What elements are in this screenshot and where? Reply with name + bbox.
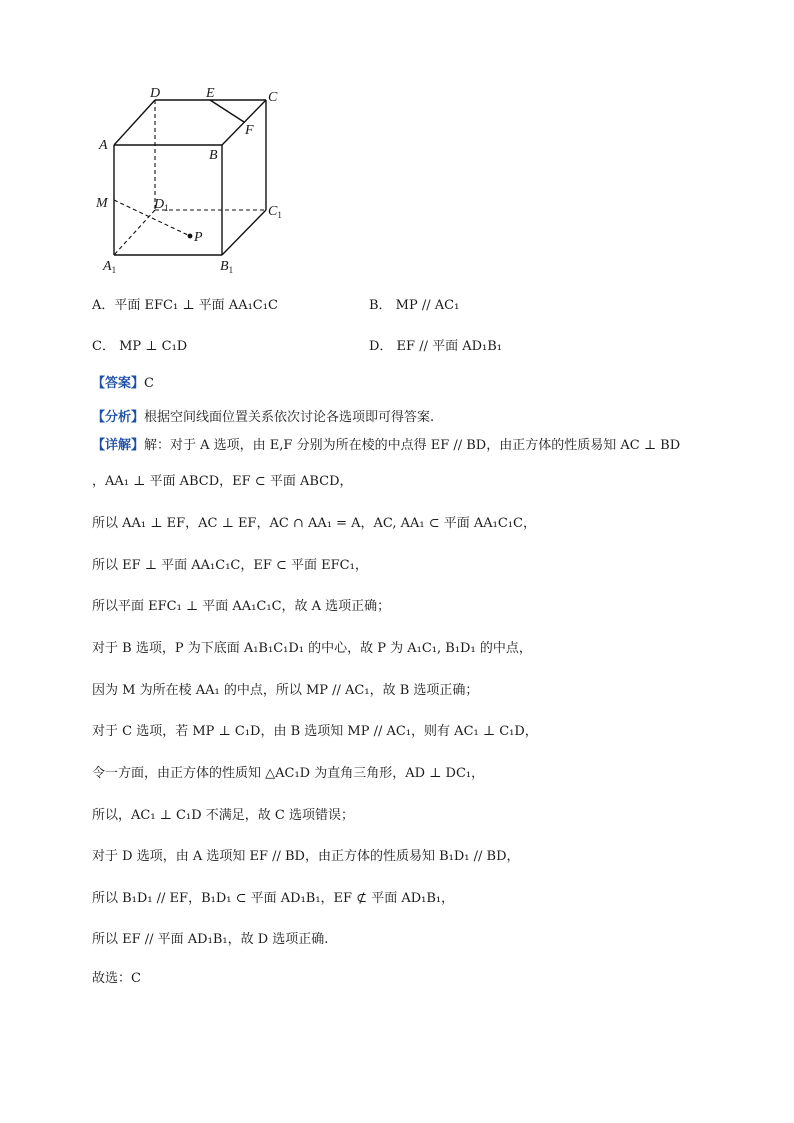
label-D1: $D_1$ [154, 197, 169, 213]
detail-line-10: 对于 D 选项，由 A 选项知 EF // BD，由正方体的性质易知 B₁D₁ // BD， [92, 849, 520, 864]
label-B: B [209, 148, 218, 163]
label-P: P [194, 230, 203, 245]
detail-line-9: 所以，AC₁ ⊥ C₁D 不满足，故 C 选项错误； [92, 808, 354, 823]
detail-line-2: 所以 AA₁ ⊥ EF，AC ⊥ EF，AC ∩ AA₁ = A，AC, AA₁ ⊂ 平面 AA₁C₁C， [92, 516, 536, 531]
detail-line-13: 故选：C [92, 971, 141, 986]
label-C: C [268, 90, 278, 105]
label-A: A [99, 138, 108, 153]
answer-tag: 【答案】 [92, 376, 145, 391]
detail-text-0: 解：对于 A 选项，由 E,F 分别为所在棱的中点得 EF // BD，由正方体的性质易知 AC ⊥ BD [144, 438, 681, 453]
detail-line-11: 所以 B₁D₁ // EF，B₁D₁ ⊂ 平面 AD₁B₁，EF ⊄ 平面 AD₁B₁， [92, 891, 455, 906]
option-d: D． EF // 平面 AD₁B₁ [369, 339, 503, 354]
label-B1: $B_1$ [220, 259, 234, 275]
label-C1: $C_1$ [268, 204, 282, 220]
analysis-tag: 【分析】 [92, 410, 145, 425]
edge-CB [222, 100, 266, 145]
detail-line-5: 对于 B 选项，P 为下底面 A₁B₁C₁D₁ 的中心，故 P 为 A₁C₁, B₁D₁ 的中点， [92, 641, 532, 656]
label-E: E [206, 86, 215, 101]
segment-EF [210, 100, 244, 122]
detail-line-12: 所以 EF // 平面 AD₁B₁，故 D 选项正确. [92, 932, 329, 947]
edge-AD [114, 100, 155, 145]
analysis-text: 根据空间线面位置关系依次讨论各选项即可得答案. [144, 410, 435, 425]
detail-line-8: 令一方面，由正方体的性质知 △AC₁D 为直角三角形，AD ⊥ DC₁， [92, 766, 485, 781]
cube-diagram [92, 84, 302, 280]
detail-tag: 【详解】 [92, 438, 145, 453]
detail-line-1: ，AA₁ ⊥ 平面 ABCD，EF ⊂ 平面 ABCD， [92, 474, 353, 489]
label-F: F [245, 123, 254, 138]
segment-MP-hidden [114, 200, 190, 236]
detail-line-3: 所以 EF ⊥ 平面 AA₁C₁C，EF ⊂ 平面 EFC₁， [92, 558, 368, 573]
cube-figure [92, 84, 302, 280]
point-P [188, 234, 193, 239]
detail-line-4: 所以平面 EFC₁ ⊥ 平面 AA₁C₁C，故 A 选项正确； [92, 599, 391, 614]
analysis-line [92, 409, 434, 427]
option-b: B． MP // AC₁ [369, 298, 460, 313]
detail-line-6: 因为 M 为所在棱 AA₁ 的中点，所以 MP // AC₁，故 B 选项正确； [92, 683, 479, 698]
option-c: C． MP ⊥ C₁D [92, 339, 188, 354]
detail-line-7: 对于 C 选项，若 MP ⊥ C₁D，由 B 选项知 MP // AC₁，则有 AC₁ ⊥ C₁D， [92, 724, 538, 739]
label-A1: $A_1$ [103, 259, 117, 275]
edge-C1B1 [222, 210, 266, 255]
detail-line-0 [92, 437, 680, 455]
label-D: D [150, 86, 161, 101]
label-M: M [96, 196, 108, 211]
answer-text: C [144, 376, 154, 391]
answer-line [92, 375, 154, 393]
option-a: A．平面 EFC₁ ⊥ 平面 AA₁C₁C [92, 298, 278, 313]
